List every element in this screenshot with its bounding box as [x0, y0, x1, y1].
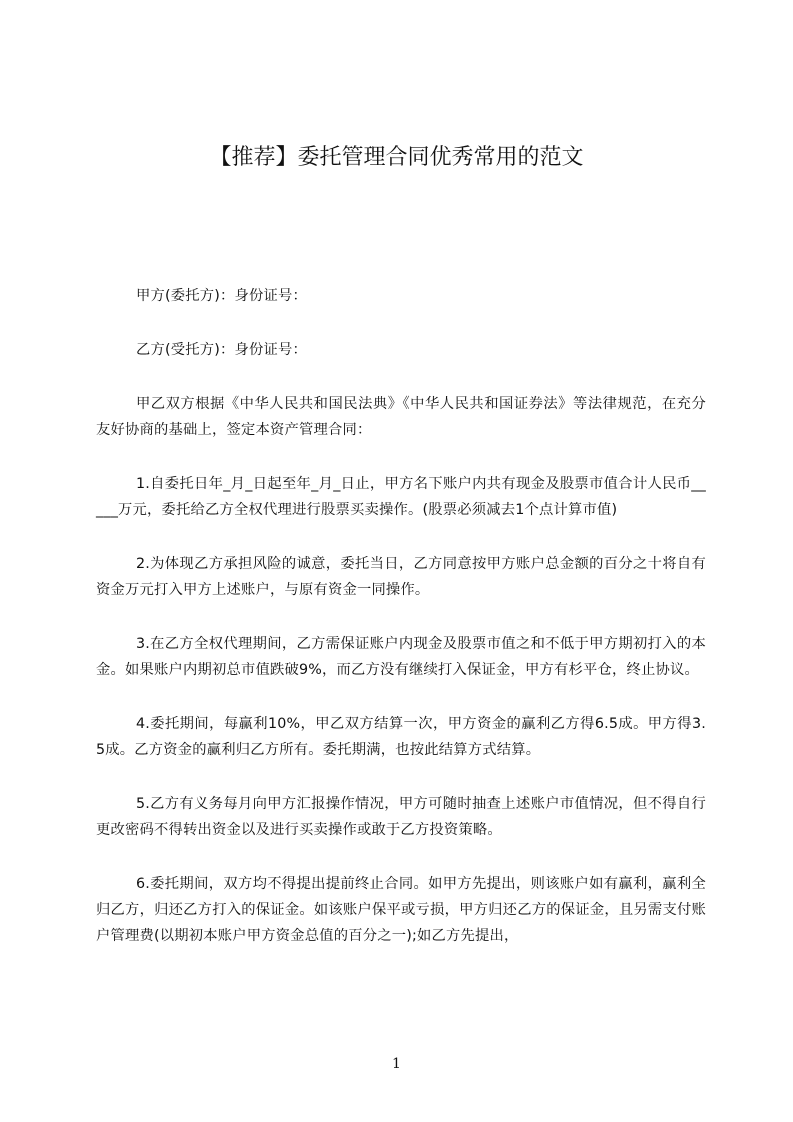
- party-a-line: 甲方(委托方)：身份证号：: [136, 288, 308, 304]
- clause-2: 2.为体现乙方承担风险的诚意，委托当日，乙方同意按甲方账户总金额的百分之十将自有资金万元打入甲方上述账户，与原有资金一同操作。: [96, 556, 706, 598]
- clause-5: 5.乙方有义务每月向甲方汇报操作情况，甲方可随时抽查上述账户市值情况，但不得自行更改密码不得转出资金以及进行买卖操作或敢于乙方投资策略。: [96, 796, 706, 838]
- document-title: 【推荐】委托管理合同优秀常用的范文: [209, 145, 584, 170]
- clause-3: 3.在乙方全权代理期间，乙方需保证账户内现金及股票市值之和不低于甲方期初打入的本金。如果账户内期初总市值跌破9%，而乙方没有继续打入保证金，甲方有杉平仓，终止协议。: [96, 636, 706, 678]
- paragraph-gap: [96, 603, 706, 631]
- paragraph-gap: [96, 443, 706, 471]
- clause-1: 1.自委托日年_月_日起至年_月_日止，甲方名下账户内共有现金及股票市值合计人民币_____万元，委托给乙方全权代理进行股票买卖操作。(股票必须减去1个点计算市值): [96, 476, 706, 518]
- document-body: [96, 283, 706, 949]
- paragraph-gap: [96, 683, 706, 711]
- paragraph-gap: [96, 309, 706, 337]
- paragraph-gap: [96, 363, 706, 391]
- paragraph-gap: [96, 523, 706, 551]
- clause-6: 6.委托期间，双方均不得提出提前终止合同。如甲方先提出，则该账户如有赢利，赢利全归乙方，归还乙方打入的保证金。如该账户保平或亏损，甲方归还乙方的保证金，且另需支付账户管理费(以期初本账户甲方资金总值的百分之一);如乙方先提出，: [96, 876, 706, 944]
- preamble-paragraph: 甲乙双方根据《中华人民共和国民法典》《中华人民共和国证券法》等法律规范，在充分友好协商的基础上，签定本资产管理合同：: [96, 396, 706, 438]
- page-number: 1: [392, 1056, 401, 1072]
- paragraph-gap: [96, 843, 706, 871]
- party-b-line: 乙方(受托方)：身份证号：: [136, 342, 308, 358]
- clause-4: 4.委托期间，每赢利10%，甲乙双方结算一次，甲方资金的赢利乙方得6.5成。甲方得3.5成。乙方资金的赢利归乙方所有。委托期满，也按此结算方式结算。: [96, 716, 706, 758]
- paragraph-gap: [96, 763, 706, 791]
